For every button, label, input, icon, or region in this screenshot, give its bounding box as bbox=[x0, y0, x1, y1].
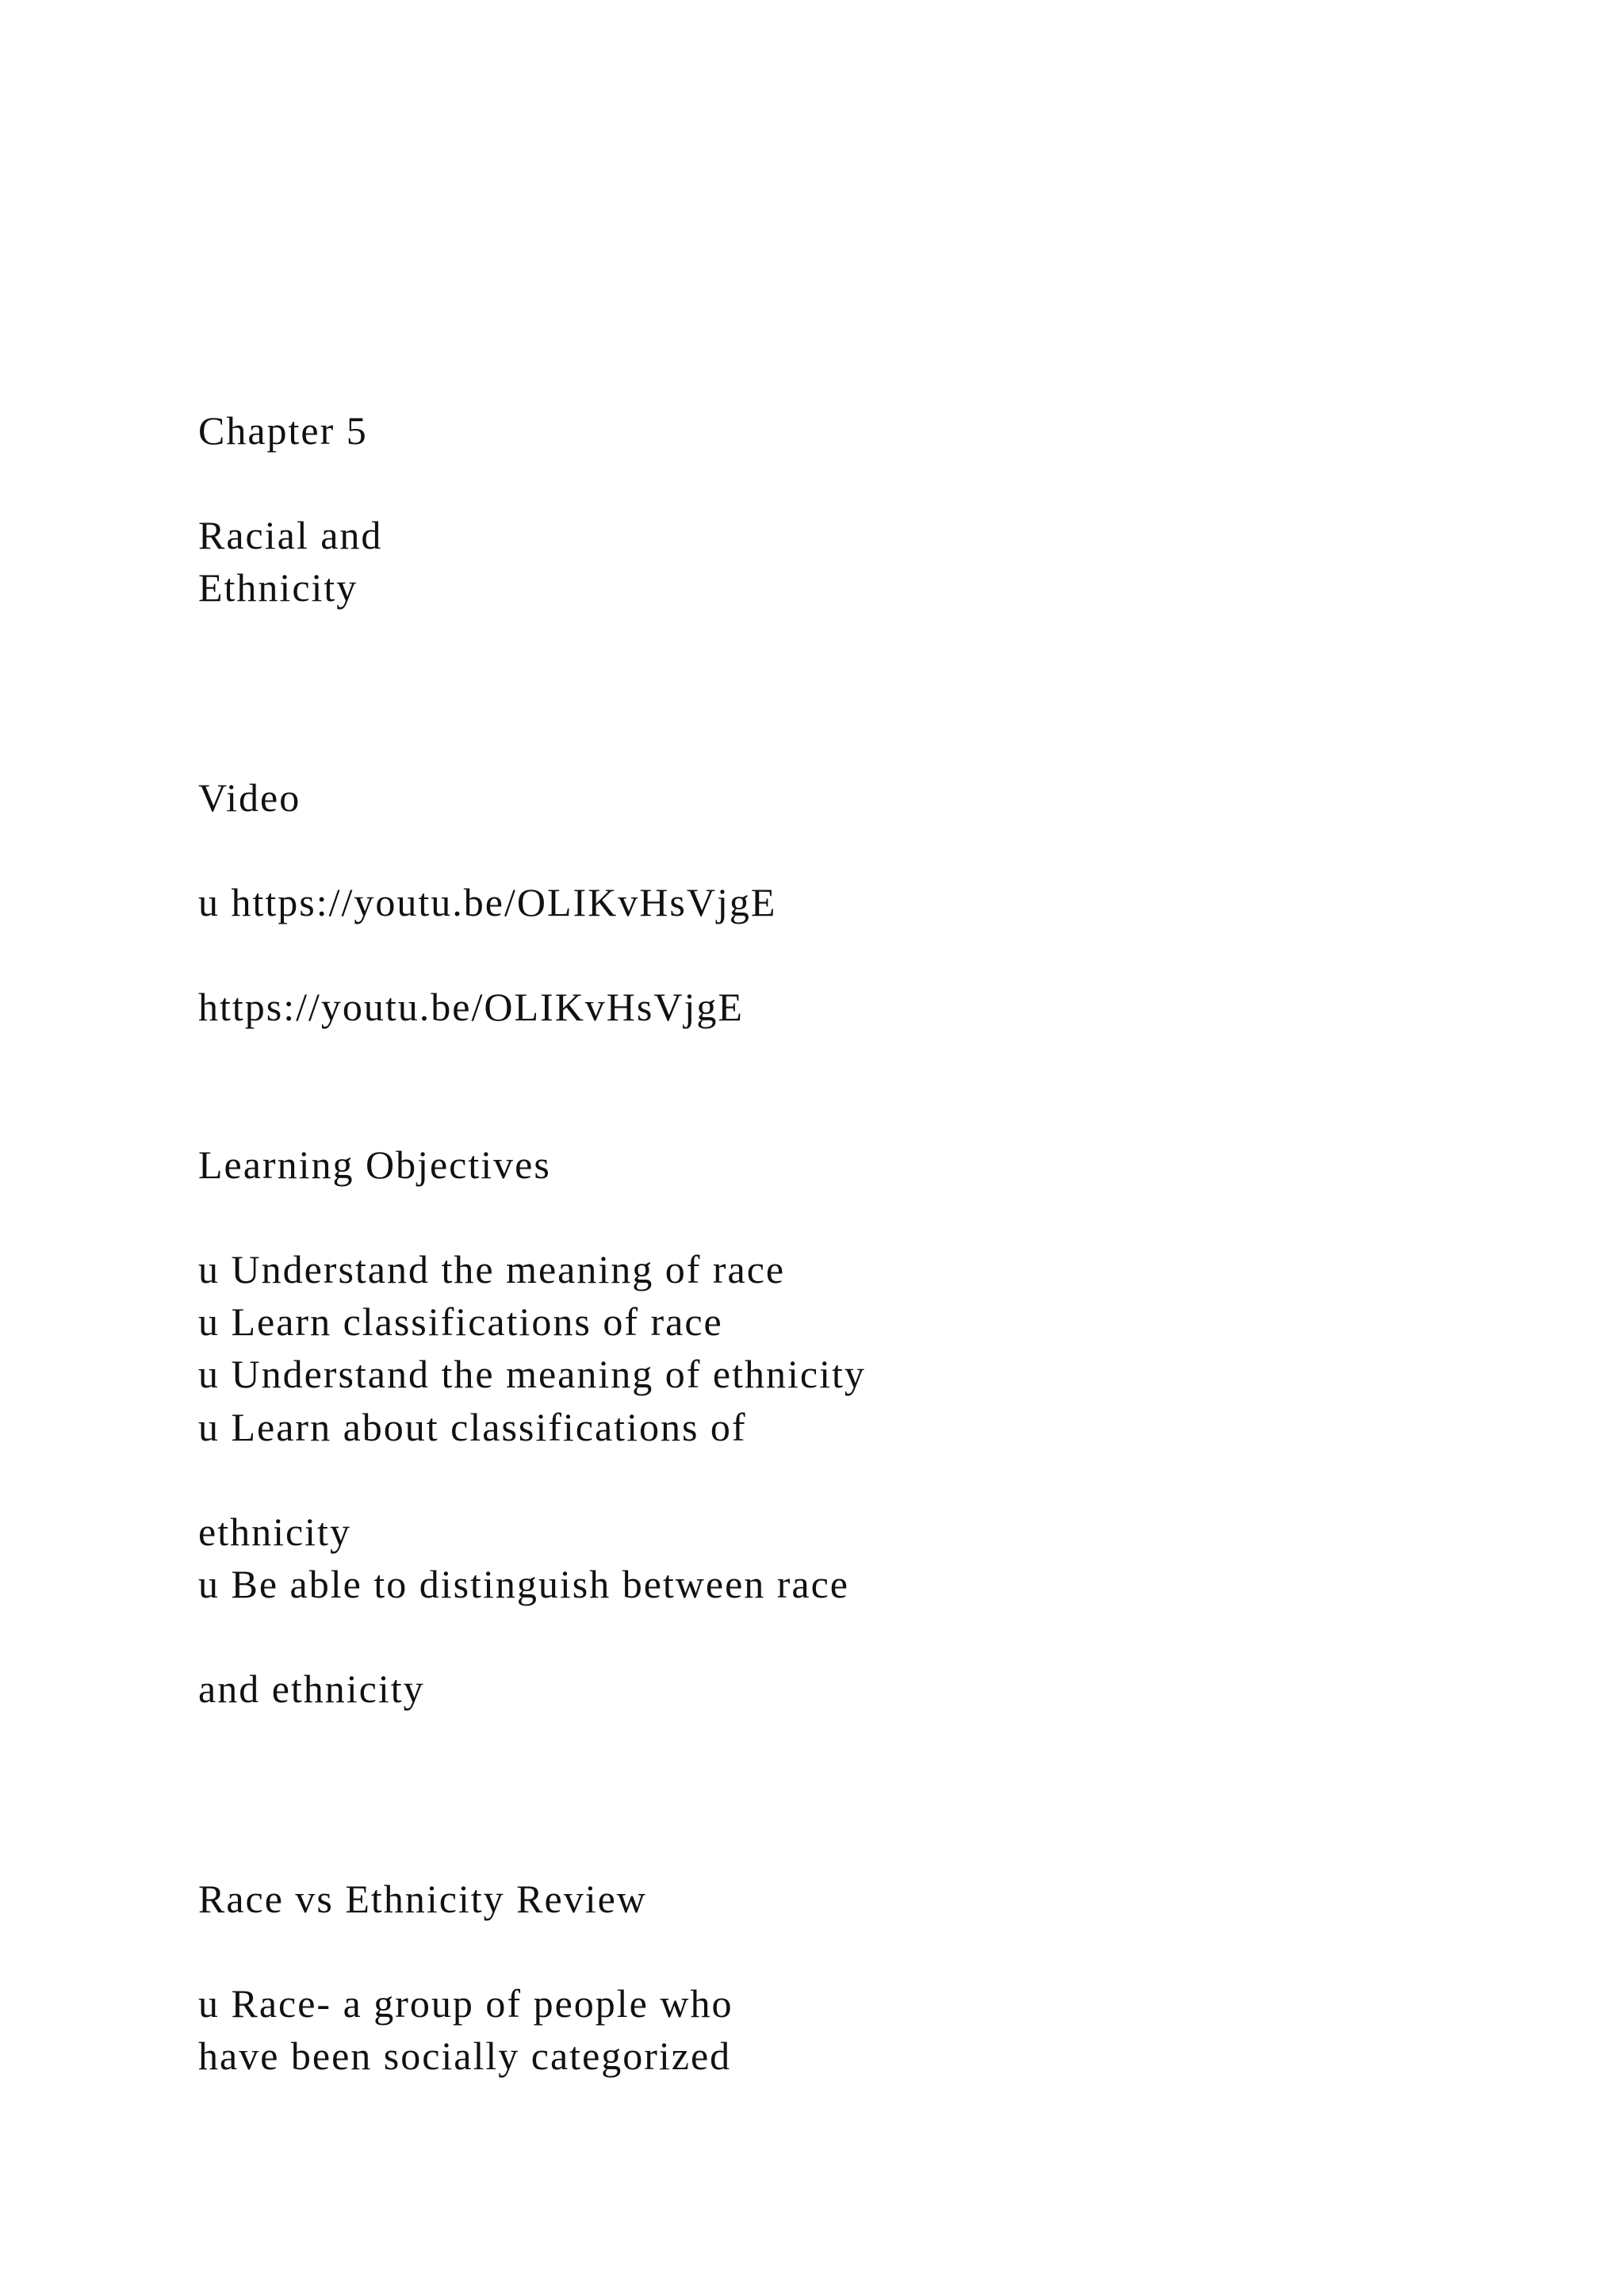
objective-item: u Learn about classifications of bbox=[198, 1405, 747, 1449]
objective-item: u Understand the meaning of race bbox=[198, 1247, 786, 1292]
objective-item: u Be able to distinguish between race bbox=[198, 1562, 849, 1606]
objective-item: u Understand the meaning of ethnicity bbox=[198, 1352, 866, 1396]
objective-item: u Learn classifications of race bbox=[198, 1299, 723, 1344]
chapter-subtitle-line-1: Racial and bbox=[198, 513, 383, 557]
objectives-heading: Learning Objectives bbox=[198, 1142, 551, 1187]
review-line: u Race- a group of people who bbox=[198, 1981, 733, 2026]
chapter-subtitle-line-2: Ethnicity bbox=[198, 565, 358, 610]
review-line: have been socially categorized bbox=[198, 2034, 732, 2078]
video-heading: Video bbox=[198, 775, 301, 820]
review-heading: Race vs Ethnicity Review bbox=[198, 1877, 647, 1921]
video-bullet-link[interactable]: u https://youtu.be/OLIKvHsVjgE bbox=[198, 880, 777, 924]
video-link[interactable]: https://youtu.be/OLIKvHsVjgE bbox=[198, 985, 744, 1029]
objective-item: and ethnicity bbox=[198, 1667, 425, 1711]
chapter-title: Chapter 5 bbox=[198, 408, 368, 453]
objective-item: ethnicity bbox=[198, 1510, 351, 1554]
